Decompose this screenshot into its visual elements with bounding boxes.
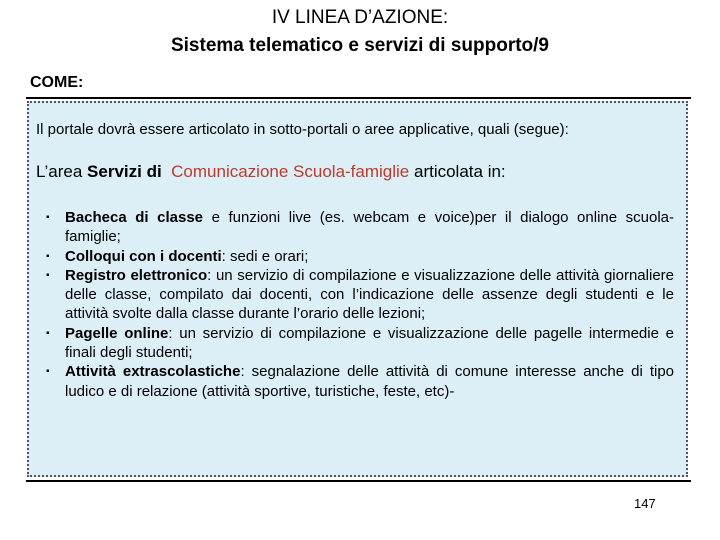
list-item <box>46 266 674 324</box>
page-number: 147 <box>634 496 656 511</box>
top-rule <box>26 97 691 99</box>
list-item <box>46 247 674 266</box>
item-title: Colloqui con i docenti <box>65 247 222 265</box>
area-heading <box>36 162 506 182</box>
slide-title-line2: Sistema telematico e servizi di supporto/9 <box>170 35 549 56</box>
item-text: e funzioni live (es. webcam e voice)per il dialogo online scuola- famiglie; <box>65 209 674 246</box>
bullet-icon: ▪ <box>46 269 50 281</box>
item-text: : segnalazione delle attività di comune interesse anche di tipo ludico e di relazione (attività sportive, turistiche, feste, etc)- <box>65 363 674 400</box>
list-item <box>46 208 674 247</box>
item-title: Bacheca di classe <box>65 209 204 226</box>
bullet-icon: ▪ <box>46 250 50 262</box>
intro-text: Il portale dovrà essere articolato in sotto-portali o aree applicative, quali (segue): <box>36 121 569 138</box>
area-suffix: articolata in: <box>409 162 506 181</box>
list-item <box>46 362 674 401</box>
services-list <box>46 208 674 401</box>
bullet-icon: ▪ <box>46 327 50 339</box>
bullet-icon: ▪ <box>46 366 50 378</box>
item-text: : sedi e orari; <box>221 247 309 265</box>
item-text: : un servizio di compilazione e visualizzazione delle pagelle intermedie e finali degli studenti; <box>65 324 674 362</box>
bottom-rule <box>26 480 691 482</box>
area-bold: Servizi di <box>87 162 162 181</box>
slide-title-line1: IV LINEA D’AZIONE: <box>271 7 449 28</box>
item-title: Registro elettronico <box>65 266 208 284</box>
item-text: : un servizio di compilazione e visualizzazione delle attività giornaliere delle classe, compilato dai docenti, con l’indicazione delle assenze degli studenti e le attività svolte dalla classe durante l’orario delle lezioni; <box>65 266 674 323</box>
area-highlight: Comunicazione Scuola-famiglie <box>171 162 410 181</box>
section-label: COME: <box>30 74 84 91</box>
item-title: Pagelle online <box>65 324 169 342</box>
item-title: Attività extrascolastiche <box>65 363 241 381</box>
bullet-icon: ▪ <box>46 212 50 223</box>
list-item <box>46 324 674 363</box>
area-prefix: L’area <box>36 162 88 181</box>
